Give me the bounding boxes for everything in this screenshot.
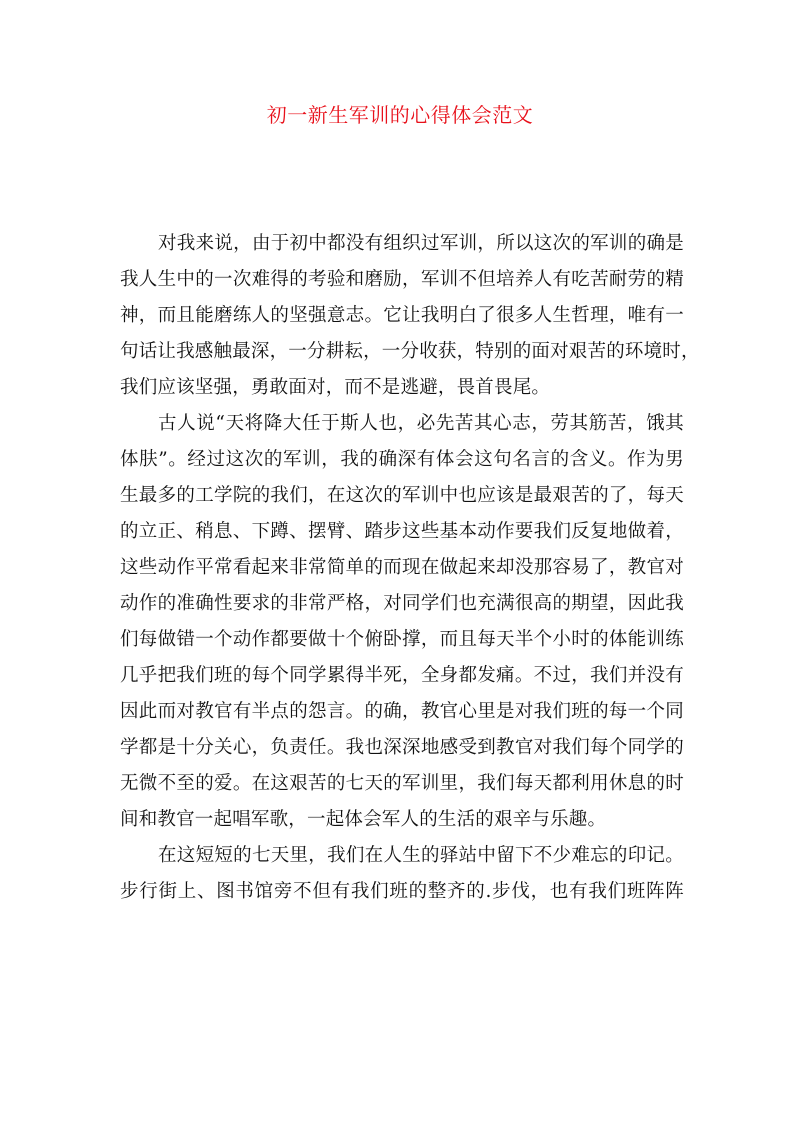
text-line: 神，而且能磨练人的坚强意志。它让我明白了很多人生哲理，唯有一 — [120, 305, 684, 326]
text-line: 因此而对教官有半点的怨言。的确，教官心里是对我们班的每一个同 — [120, 701, 684, 722]
text-line: 无微不至的爱。在这艰苦的七天的军训里，我们每天都利用休息的时 — [120, 773, 684, 794]
paragraph-1 — [120, 226, 700, 406]
text-line: 步行街上、图书馆旁不但有我们班的整齐的.步伐，也有我们班阵阵 — [120, 881, 684, 902]
text-line: 们每做错一个动作都要做十个俯卧撑，而且每天半个小时的体能训练 — [120, 629, 684, 650]
text-line: 句话让我感触最深，一分耕耘，一分收获，特别的面对艰苦的环境时， — [120, 341, 700, 362]
document-body — [120, 226, 700, 910]
text-line: 几乎把我们班的每个同学累得半死，全身都发痛。不过，我们并没有 — [120, 665, 684, 686]
paragraph-2 — [120, 406, 684, 838]
text-line: 对我来说，由于初中都没有组织过军训，所以这次的军训的确是 — [158, 233, 684, 254]
text-line: 动作的准确性要求的非常严格，对同学们也充满很高的期望，因此我 — [120, 593, 684, 614]
text-line: 古人说“天将降大任于斯人也，必先苦其心志，劳其筋苦，饿其 — [158, 413, 684, 434]
document-title: 初一新生军训的心得体会范文 — [266, 103, 534, 127]
text-line: 我们应该坚强，勇敢面对，而不是逃避，畏首畏尾。 — [120, 377, 551, 398]
text-line: 这些动作平常看起来非常简单的而现在做起来却没那容易了，教官对 — [120, 557, 684, 578]
text-line: 体肤”。经过这次的军训，我的确深有体会这句名言的含义。作为男 — [120, 449, 684, 470]
text-line: 我人生中的一次难得的考验和磨励，军训不但培养人有吃苦耐劳的精 — [120, 269, 684, 290]
text-line: 间和教官一起唱军歌，一起体会军人的生活的艰辛与乐趣。 — [120, 809, 607, 830]
text-line: 生最多的工学院的我们，在这次的军训中也应该是最艰苦的了，每天 — [120, 485, 684, 506]
text-line: 在这短短的七天里，我们在人生的驿站中留下不少难忘的印记。 — [158, 845, 684, 866]
paragraph-3 — [120, 838, 684, 910]
text-line: 学都是十分关心，负责任。我也深深地感受到教官对我们每个同学的 — [120, 737, 684, 758]
text-line: 的立正、稍息、下蹲、摆臂、踏步这些基本动作要我们反复地做着， — [120, 521, 684, 542]
